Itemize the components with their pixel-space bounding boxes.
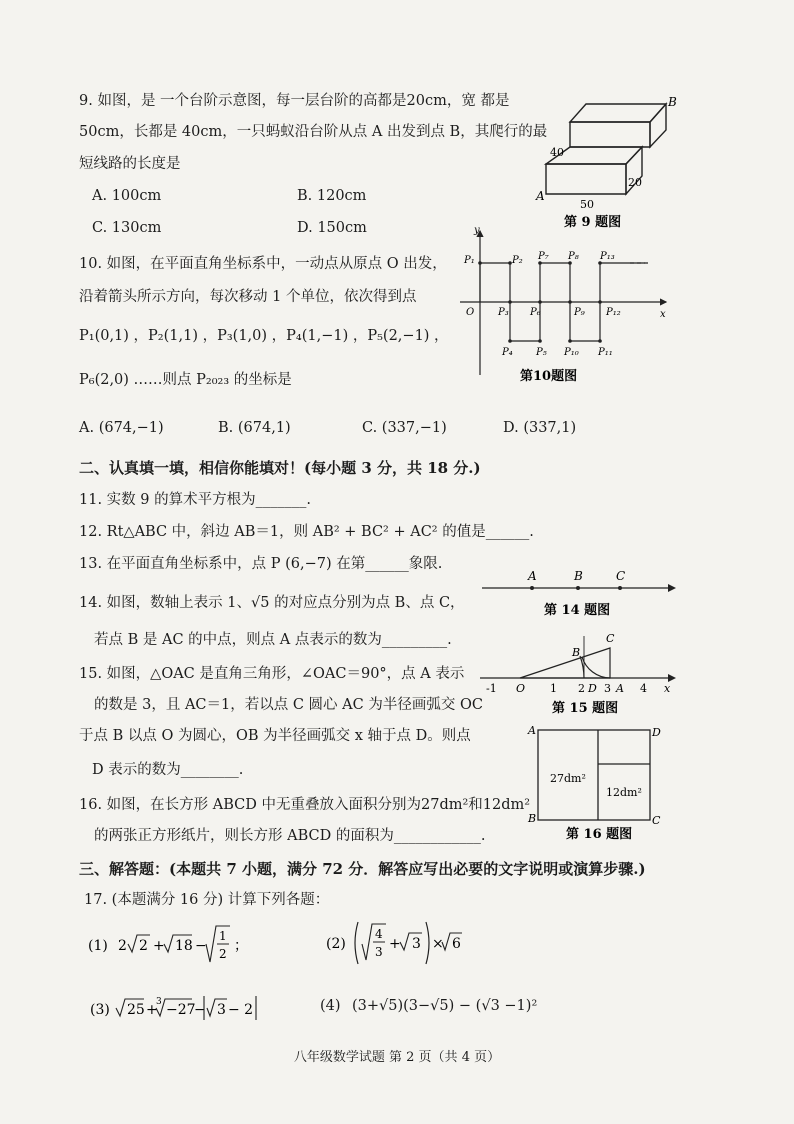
q10-line1: 10. 如图，在平面直角坐标系中，一动点从原点 O 出发，: [79, 256, 447, 272]
q17-part3-minus: −: [194, 1002, 206, 1018]
q10-label-p5: P₅: [536, 347, 547, 358]
q17-part3-label: (3): [90, 1002, 110, 1018]
q17-part2-label: (2): [326, 936, 346, 952]
q15-label-o: O: [516, 682, 526, 695]
q10-coordinate-figure: [460, 225, 675, 385]
q10-label-p10: P₁₀: [564, 347, 579, 358]
q10-line3: P₁(0,1) ，P₂(1,1) ，P₃(1,0) ，P₄(1,−1) ，P₅(2,−1) ，: [79, 328, 449, 344]
q16-label-27dm2: 27dm²: [550, 772, 586, 785]
q17-part2-rad: 3: [412, 936, 421, 952]
q10-option-d: D. (337,1): [503, 420, 577, 436]
q17-part3-rad3: 3: [217, 1002, 226, 1018]
q9-option-a: A. 100cm: [92, 188, 162, 204]
q17-part1-plus: +: [153, 938, 165, 954]
q14-caption: 第 14 题图: [544, 603, 611, 618]
q9-label-50: 50: [580, 198, 594, 211]
q17-part3-index: 3: [156, 997, 162, 1007]
q17-part3-rad2: −27: [166, 1002, 196, 1018]
q10-label-x: x: [660, 309, 666, 320]
q16-label-12dm2: 12dm²: [606, 786, 642, 799]
q10-label-p12: P₁₂: [606, 307, 621, 318]
q16-rectangle-figure: [524, 724, 694, 846]
q15-line4: D 表示的数为________.: [92, 762, 244, 778]
q14-line1: 14. 如图，数轴上表示 1、√5 的对应点分别为点 B、点 C，: [79, 595, 465, 611]
q17-part1-coef: 2: [118, 938, 127, 954]
q11-text: 11. 实数 9 的算术平方根为_______.: [79, 492, 311, 508]
q10-label-p2: P₂: [512, 255, 523, 266]
q13-text: 13. 在平面直角坐标系中，点 P (6,−7) 在第______象限.: [79, 556, 443, 572]
q16-label-b: B: [528, 812, 537, 825]
q17-part1-minus: −: [195, 938, 207, 954]
q16-caption: 第 16 题图: [566, 827, 633, 842]
q10-option-a: A. (674,−1): [79, 420, 164, 436]
q15-tick-minus1: -1: [486, 682, 497, 695]
q15-label-d: D: [588, 682, 597, 695]
q9-line1: 9. 如图，是 一个台阶示意图，每一层台阶的高都是20cm，宽 都是: [79, 93, 510, 109]
page-footer: 八年级数学试题 第 2 页（共 4 页）: [293, 1050, 501, 1065]
q10-option-b: B. (674,1): [218, 420, 291, 436]
q14-label-c: C: [616, 569, 626, 583]
q10-line4: P₆(2,0) ……则点 P₂₀₂₃ 的坐标是: [79, 372, 292, 388]
q17-part2-expression: [326, 918, 466, 968]
q16-line1: 16. 如图，在长方形 ABCD 中无重叠放入面积分别为27dm²和12dm²: [79, 797, 531, 813]
q14-line2: 若点 B 是 AC 的中点，则点 A 点表示的数为_________.: [94, 632, 452, 648]
q16-line2: 的两张正方形纸片，则长方形 ABCD 的面积为____________.: [94, 828, 486, 844]
q10-option-c: C. (337,−1): [362, 420, 447, 436]
section-3-heading: 三、解答题：(本题共 7 小题，满分 72 分．解答应写出必要的文字说明或演算步骤.): [79, 860, 646, 878]
q16-label-c: C: [652, 814, 661, 827]
q10-caption: 第10题图: [520, 369, 578, 384]
q17-part2-plus: +: [389, 936, 401, 952]
q17-part3-plus: +: [146, 1002, 158, 1018]
q14-label-a: A: [528, 569, 537, 583]
q17-part2-rad2: 6: [452, 936, 461, 952]
q10-label-p8: P₈: [568, 251, 579, 262]
q14-number-line-figure: [478, 566, 683, 620]
q17-part1-den: 2: [219, 947, 227, 961]
q17-part3-rad1: 25: [127, 1002, 145, 1018]
q9-option-d: D. 150cm: [297, 220, 367, 236]
q10-label-o: O: [466, 307, 475, 318]
q17-part1-num: 1: [219, 929, 227, 943]
q17-part1-semicolon: ；: [234, 938, 248, 954]
q10-label-p9: P₉: [574, 307, 585, 318]
q9-line2: 50cm，长都是 40cm，一只蚂蚁沿台阶从点 A 出发到点 B，其爬行的最: [79, 124, 548, 140]
q9-option-c: C. 130cm: [92, 220, 162, 236]
q17-part1-rad2: 18: [175, 938, 193, 954]
q9-line3: 短线路的长度是: [79, 156, 181, 172]
q15-line3: 于点 B 以点 O 为圆心，OB 为半径画弧交 x 轴于点 D。则点: [79, 728, 471, 744]
q17-part1-label: (1): [88, 938, 108, 954]
q10-label-p13: P₁₃: [600, 251, 615, 262]
q9-label-a: A: [536, 189, 545, 203]
q15-label-c: C: [606, 632, 615, 645]
q17-part4-expression: (3+√5)(3−√5) − (√3 −1)²: [352, 998, 538, 1014]
q12-text: 12. Rt△ABC 中，斜边 AB＝1，则 AB² + BC² + AC² 的值是______.: [79, 524, 534, 540]
q10-label-p11: P₁₁: [598, 347, 613, 358]
q15-tick-1: 1: [550, 682, 557, 695]
section-2-heading: 二、认真填一填，相信你能填对！(每小题 3 分，共 18 分.): [79, 459, 481, 477]
q17-part4-label: (4): [320, 998, 341, 1014]
q15-triangle-figure: [476, 626, 686, 718]
q10-label-p3: P₃: [498, 307, 509, 318]
q10-label-y: y: [474, 225, 480, 236]
q17-part2-times: ×: [432, 936, 444, 952]
q9-staircase-figure: [530, 92, 690, 232]
q15-label-x: x: [664, 682, 671, 695]
q15-label-b: B: [572, 646, 581, 659]
q10-label-p6: P₆: [530, 307, 541, 318]
q9-label-20: 20: [628, 176, 642, 189]
q16-label-d: D: [652, 726, 661, 739]
q15-line1: 15. 如图，△OAC 是直角三角形，∠OAC＝90°，点 A 表示: [79, 666, 465, 682]
q9-option-b: B. 120cm: [297, 188, 367, 204]
q15-caption: 第 15 题图: [552, 701, 619, 716]
q9-caption: 第 9 题图: [564, 215, 622, 230]
q15-label-a: A: [616, 682, 624, 695]
q17-part3-expression: [82, 990, 262, 1026]
q15-tick-2: 2: [578, 682, 585, 695]
q9-label-b: B: [668, 95, 677, 109]
q15-line2: 的数是 3，且 AC＝1，若以点 C 圆心 AC 为半径画弧交 OC: [94, 697, 483, 713]
q17-heading: 17. (本题满分 16 分) 计算下列各题：: [84, 892, 330, 908]
q9-label-40: 40: [550, 146, 564, 159]
q17-part3-tail: − 2: [228, 1002, 254, 1018]
q17-part2-num: 4: [375, 927, 383, 941]
q17-part1-rad1: 2: [139, 938, 148, 954]
q10-line2: 沿着箭头所示方向，每次移动 1 个单位，依次得到点: [79, 289, 417, 305]
q10-label-p1: P₁: [464, 255, 475, 266]
q10-label-p7: P₇: [538, 251, 549, 262]
q16-label-a: A: [528, 724, 536, 737]
q10-label-p4: P₄: [502, 347, 513, 358]
q17-part1-expression: [88, 922, 268, 966]
q17-part2-den: 3: [375, 945, 383, 959]
q15-tick-4: 4: [640, 682, 647, 695]
q14-label-b: B: [574, 569, 583, 583]
q15-tick-3: 3: [604, 682, 611, 695]
